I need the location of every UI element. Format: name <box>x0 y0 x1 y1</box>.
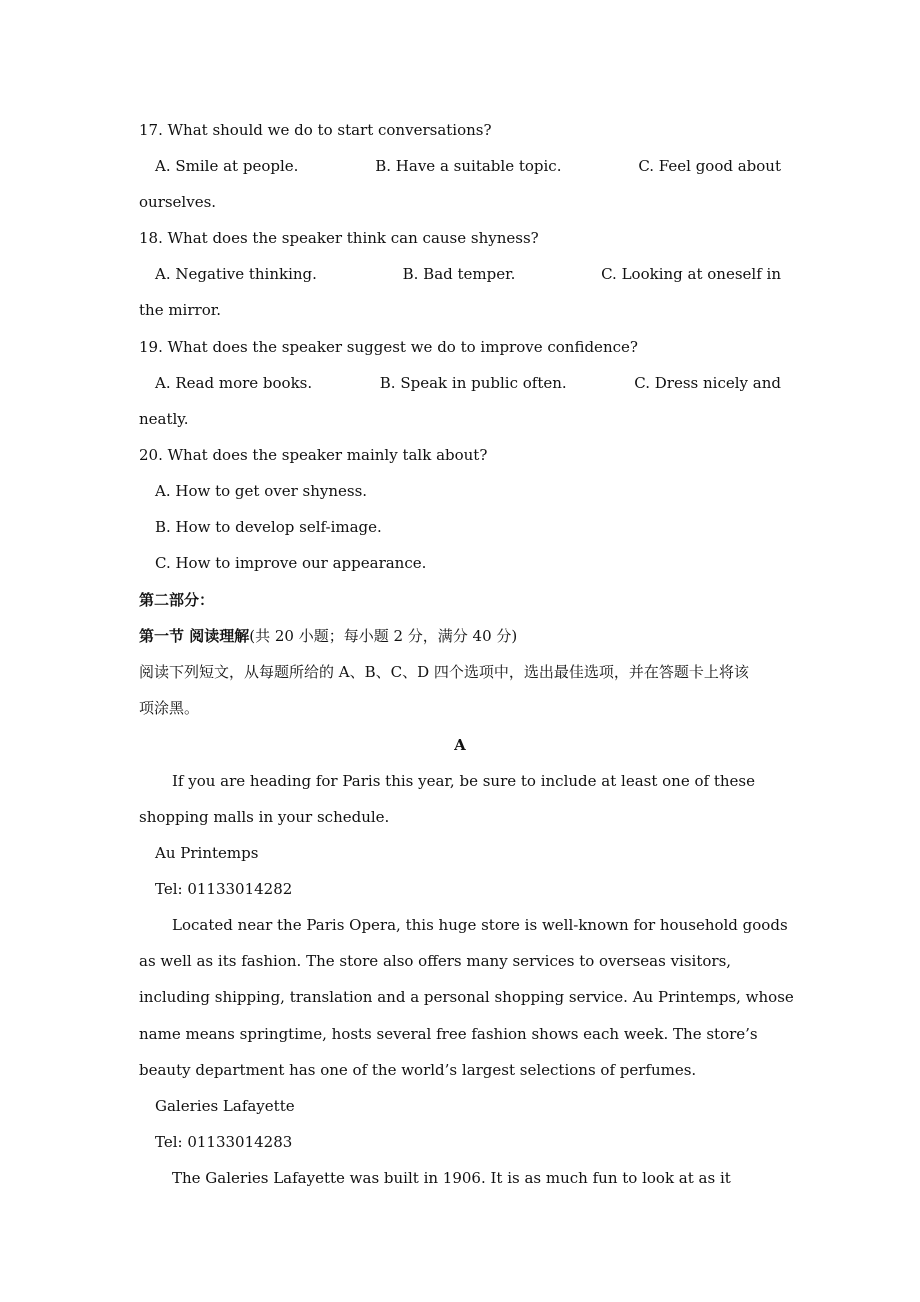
question-20-option-a: A. How to get over shyness. <box>155 482 368 500</box>
section-title: 第一节 阅读理解 <box>139 627 250 645</box>
question-20-option-b: B. How to develop self-image. <box>155 518 382 536</box>
question-19-options <box>155 373 781 393</box>
option-c: C. Looking at oneself in <box>601 265 781 283</box>
option-b: B. Speak in public often. <box>379 374 567 392</box>
question-20-stem: 20. What does the speaker mainly talk about? <box>139 446 488 464</box>
store-2-tel: Tel: 01133014283 <box>155 1133 293 1151</box>
question-18-option-wrap: the mirror. <box>139 301 222 319</box>
option-c: C. Dress nicely and <box>634 374 781 392</box>
option-c: C. Feel good about <box>638 157 781 175</box>
question-17-stem: 17. What should we do to start conversations? <box>139 121 492 139</box>
question-19-stem: 19. What does the speaker suggest we do to improve confidence? <box>139 338 638 356</box>
instruction-line-2: 项涂黑。 <box>139 699 200 717</box>
passage-intro-line-2: shopping malls in your schedule. <box>139 808 390 826</box>
passage-intro-line-1: If you are heading for Paris this year, be sure to include at least one of these <box>172 772 755 790</box>
option-b: B. Bad temper. <box>402 265 516 283</box>
section-note: (共 20 小题；每小题 2 分，满分 40 分) <box>249 627 518 645</box>
question-17-options <box>155 156 781 176</box>
store-1-tel: Tel: 01133014282 <box>155 880 293 898</box>
store-1-line-3: including shipping, translation and a personal shopping service. Au Printemps, whose <box>139 988 794 1006</box>
store-1-line-4: name means springtime, hosts several free fashion shows each week. The store’s <box>139 1025 758 1043</box>
store-1-line-2: as well as its fashion. The store also offers many services to overseas visitors, <box>139 952 732 970</box>
store-2-line-1: The Galeries Lafayette was built in 1906. It is as much fun to look at as it <box>172 1169 731 1187</box>
question-17-option-wrap: ourselves. <box>139 193 217 211</box>
question-18-options <box>155 264 781 284</box>
store-1-line-1: Located near the Paris Opera, this huge store is well-known for household goods <box>172 916 788 934</box>
question-19-option-wrap: neatly. <box>139 410 189 428</box>
store-1-line-5: beauty department has one of the world’s largest selections of perfumes. <box>139 1061 697 1079</box>
option-b: B. Have a suitable topic. <box>375 157 562 175</box>
instruction-line-1: 阅读下列短文，从每题所给的 A、B、C、D 四个选项中，选出最佳选项，并在答题卡上将该 <box>139 663 749 681</box>
question-18-stem: 18. What does the speaker think can cause shyness? <box>139 229 539 247</box>
option-a: A. Smile at people. <box>155 157 299 175</box>
option-a: A. Read more books. <box>155 374 313 392</box>
passage-letter: A <box>454 736 466 754</box>
question-20-option-c: C. How to improve our appearance. <box>155 554 427 572</box>
section-title-line <box>139 626 781 646</box>
store-1-name: Au Printemps <box>155 844 259 862</box>
store-2-name: Galeries Lafayette <box>155 1097 295 1115</box>
option-a: A. Negative thinking. <box>155 265 317 283</box>
part-two-heading: 第二部分： <box>139 591 215 609</box>
